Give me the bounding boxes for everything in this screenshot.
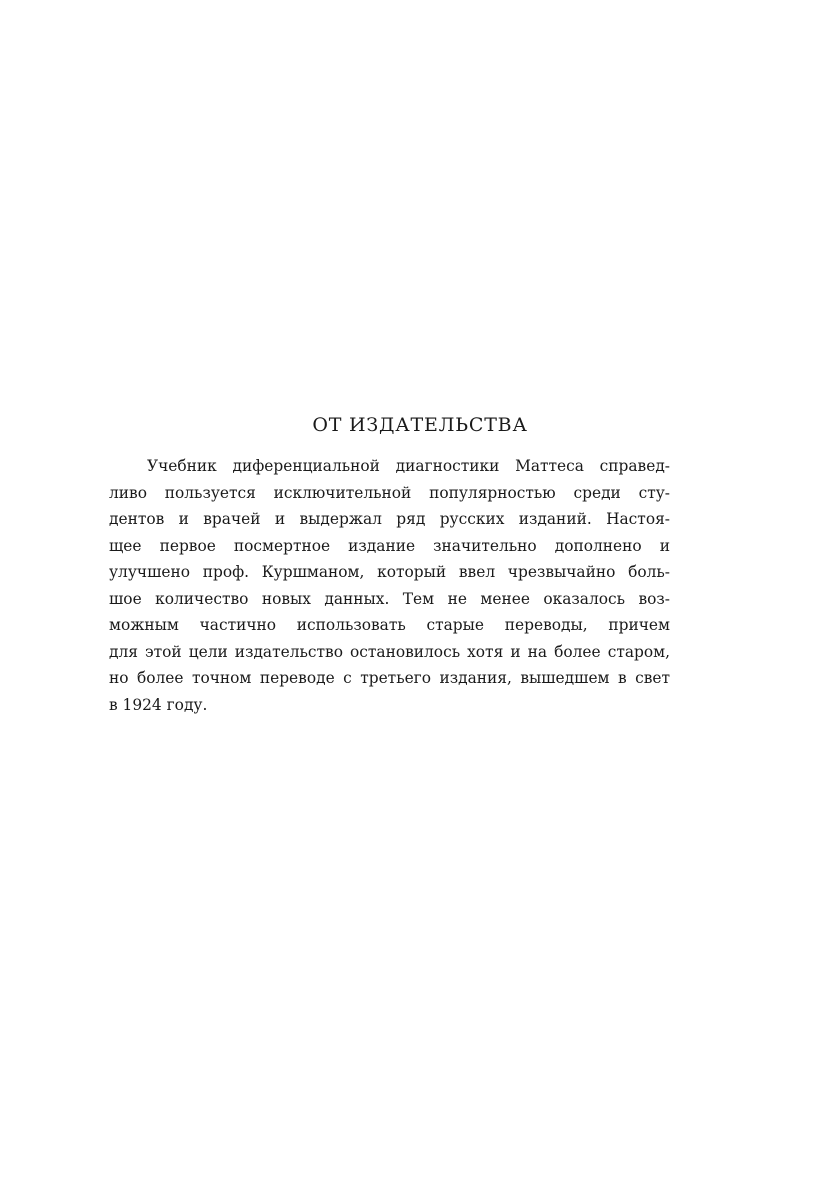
paragraph-line: ливо пользуется исключительной популярностью среди сту- — [109, 483, 670, 502]
paragraph-line: шое количество новых данных. Тем не менее оказалось воз- — [109, 589, 670, 608]
section-heading: ОТ ИЗДАТЕЛЬСТВА — [312, 414, 528, 436]
paragraph-line: дентов и врачей и выдержал ряд русских изданий. Настоя- — [109, 510, 670, 528]
paragraph-line: для этой цели издательство остановилось хотя и на более старом, — [109, 642, 670, 661]
publisher-note-paragraph — [109, 453, 670, 718]
paragraph-line: в 1924 году. — [109, 695, 208, 714]
paragraph-line: улучшено проф. Куршманом, который ввел чрезвычайно боль- — [109, 563, 670, 581]
paragraph-line: можным частично использовать старые переводы, причем — [109, 616, 670, 634]
paragraph-line: но более точном переводе с третьего издания, вышедшем в свет — [109, 669, 670, 687]
paragraph-line: Учебник диференциальной диагностики Маттеса справед- — [147, 457, 670, 475]
paragraph-line: щее первое посмертное издание значительно дополнено и — [109, 536, 670, 555]
